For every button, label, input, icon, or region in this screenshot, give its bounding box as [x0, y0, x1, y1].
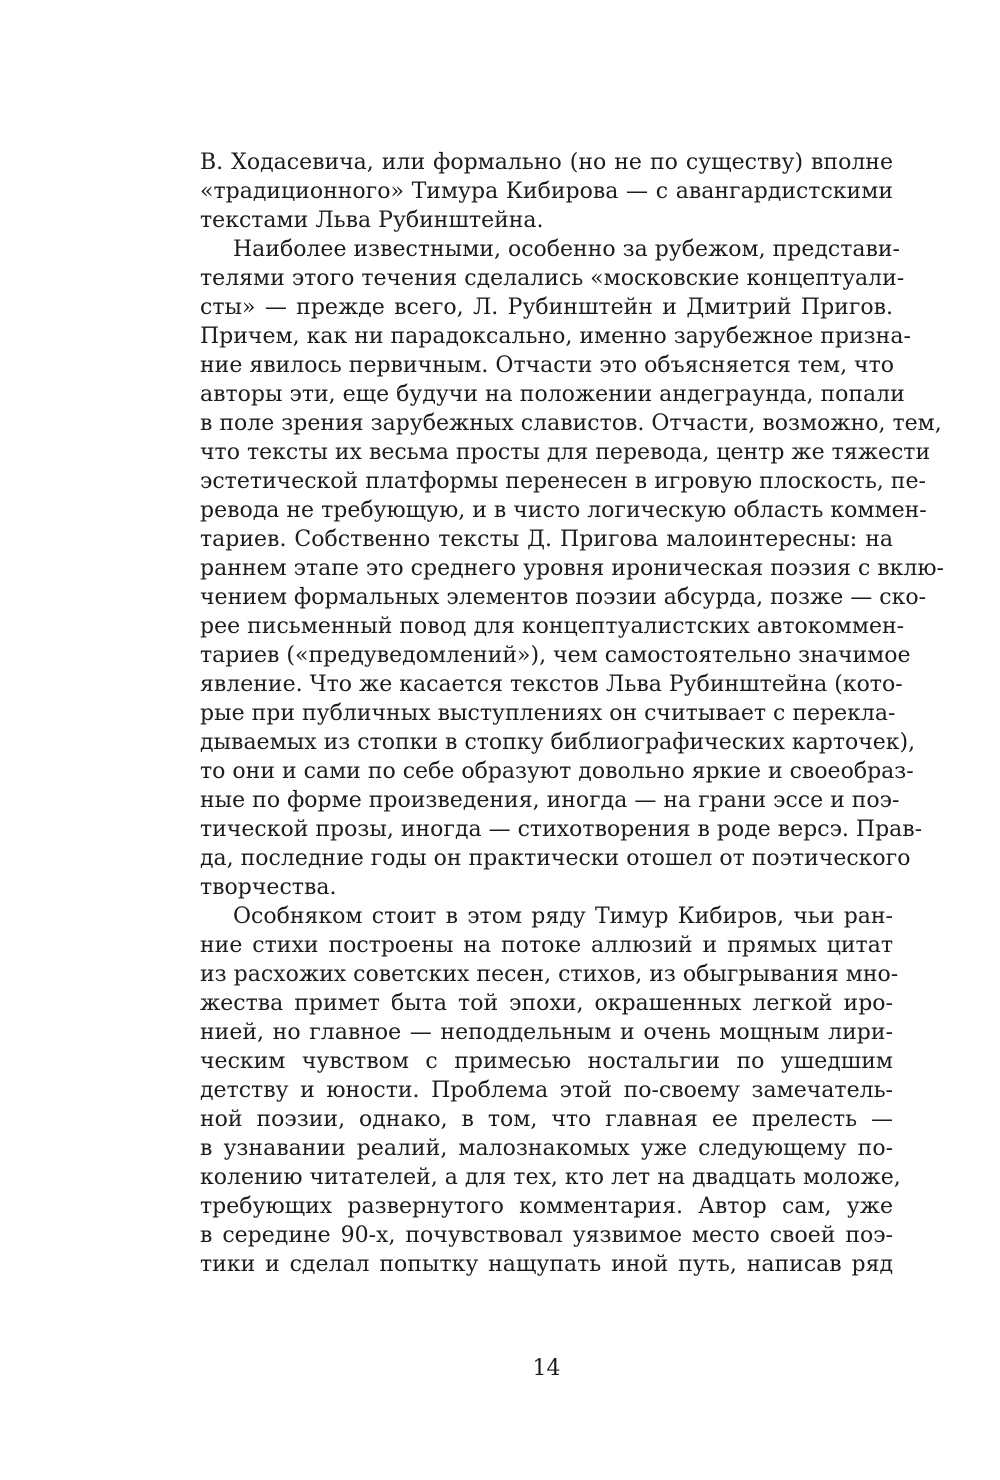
- text-line: «традиционного» Тимура Кибирова — с авангардистскими: [200, 179, 893, 204]
- paragraph-2: [200, 235, 944, 902]
- text-line: текстами Льва Рубинштейна.: [200, 208, 544, 233]
- text-line: эстетической платформы перенесен в игровую плоскость, пе-: [200, 469, 926, 494]
- text-line: ревода не требующую, и в чисто логическую область коммен-: [200, 498, 927, 523]
- text-line: рые при публичных выступлениях он считывает с перекла-: [200, 701, 896, 726]
- text-line: жества примет быта той эпохи, окрашенных легкой иро-: [200, 991, 893, 1016]
- text-line: требующих развернутого комментария. Автор сам, уже: [200, 1194, 893, 1219]
- text-line: Особняком стоит в этом ряду Тимур Кибиров, чьи ран-: [233, 904, 893, 929]
- text-line: дываемых из стопки в стопку библиографических карточек),: [200, 730, 916, 755]
- text-line: из расхожих советских песен, стихов, из обыгрывания мно-: [200, 962, 899, 987]
- text-line: ные по форме произведения, иногда — на грани эссе и поэ-: [200, 788, 900, 813]
- text-line: детству и юности. Проблема этой по-своему замечатель-: [200, 1078, 893, 1103]
- text-line: Наиболее известными, особенно за рубежом, представи-: [233, 237, 900, 262]
- text-line: раннем этапе это среднего уровня ироническая поэзия с вклю-: [200, 556, 944, 581]
- text-line: сты» — прежде всего, Л. Рубинштейн и Дмитрий Пригов.: [200, 295, 893, 320]
- text-line: колению читателей, а для тех, кто лет на двадцать моложе,: [200, 1165, 901, 1190]
- text-line: да, последние годы он практически отошел от поэтического: [200, 846, 911, 871]
- text-line: что тексты их весьма просты для перевода, центр же тяжести: [200, 440, 931, 465]
- body-text: [200, 148, 944, 1279]
- text-line: в середине 90-х, почувствовал уязвимое место своей поэ-: [200, 1223, 893, 1248]
- text-line: тической прозы, иногда — стихотворения в роде версэ. Прав-: [200, 817, 923, 842]
- text-line: Причем, как ни парадоксально, именно зарубежное призна-: [200, 324, 911, 349]
- text-line: ние явилось первичным. Отчасти это объясняется тем, что: [200, 353, 895, 378]
- text-line: тики и сделал попытку нащупать иной путь, написав ряд: [200, 1252, 893, 1277]
- page-number: 14: [532, 1356, 561, 1381]
- text-line: ной поэзии, однако, в том, что главная ее прелесть —: [200, 1107, 893, 1132]
- text-line: творчества.: [200, 875, 337, 900]
- text-line: телями этого течения сделались «московские концептуали-: [200, 266, 905, 291]
- text-line: ние стихи построены на потоке аллюзий и прямых цитат: [200, 933, 893, 958]
- text-line: в поле зрения зарубежных славистов. Отчасти, возможно, тем,: [200, 411, 942, 436]
- text-line: чением формальных элементов поэзии абсурда, позже — ско-: [200, 585, 927, 610]
- text-line: тариев («предуведомлений»), чем самостоятельно значимое: [200, 643, 911, 668]
- text-line: то они и сами по себе образуют довольно яркие и своеобраз-: [200, 759, 914, 784]
- text-line: в узнавании реалий, малознакомых уже следующему по-: [200, 1136, 893, 1161]
- text-line: явление. Что же касается текстов Льва Рубинштейна (кото-: [200, 672, 903, 697]
- text-line: В. Ходасевича, или формально (но не по существу) вполне: [200, 150, 893, 175]
- text-line: рее письменный повод для концептуалистских автокоммен-: [200, 614, 905, 639]
- text-line: ческим чувством с примесью ностальгии по ушедшим: [200, 1049, 893, 1074]
- paragraph-3: [200, 902, 901, 1279]
- text-line: тариев. Собственно тексты Д. Пригова малоинтересны: на: [200, 527, 893, 552]
- text-line: нией, но главное — неподдельным и очень мощным лири-: [200, 1020, 893, 1045]
- text-line: авторы эти, еще будучи на положении андеграунда, попали: [200, 382, 905, 407]
- paragraph-1: [200, 148, 893, 235]
